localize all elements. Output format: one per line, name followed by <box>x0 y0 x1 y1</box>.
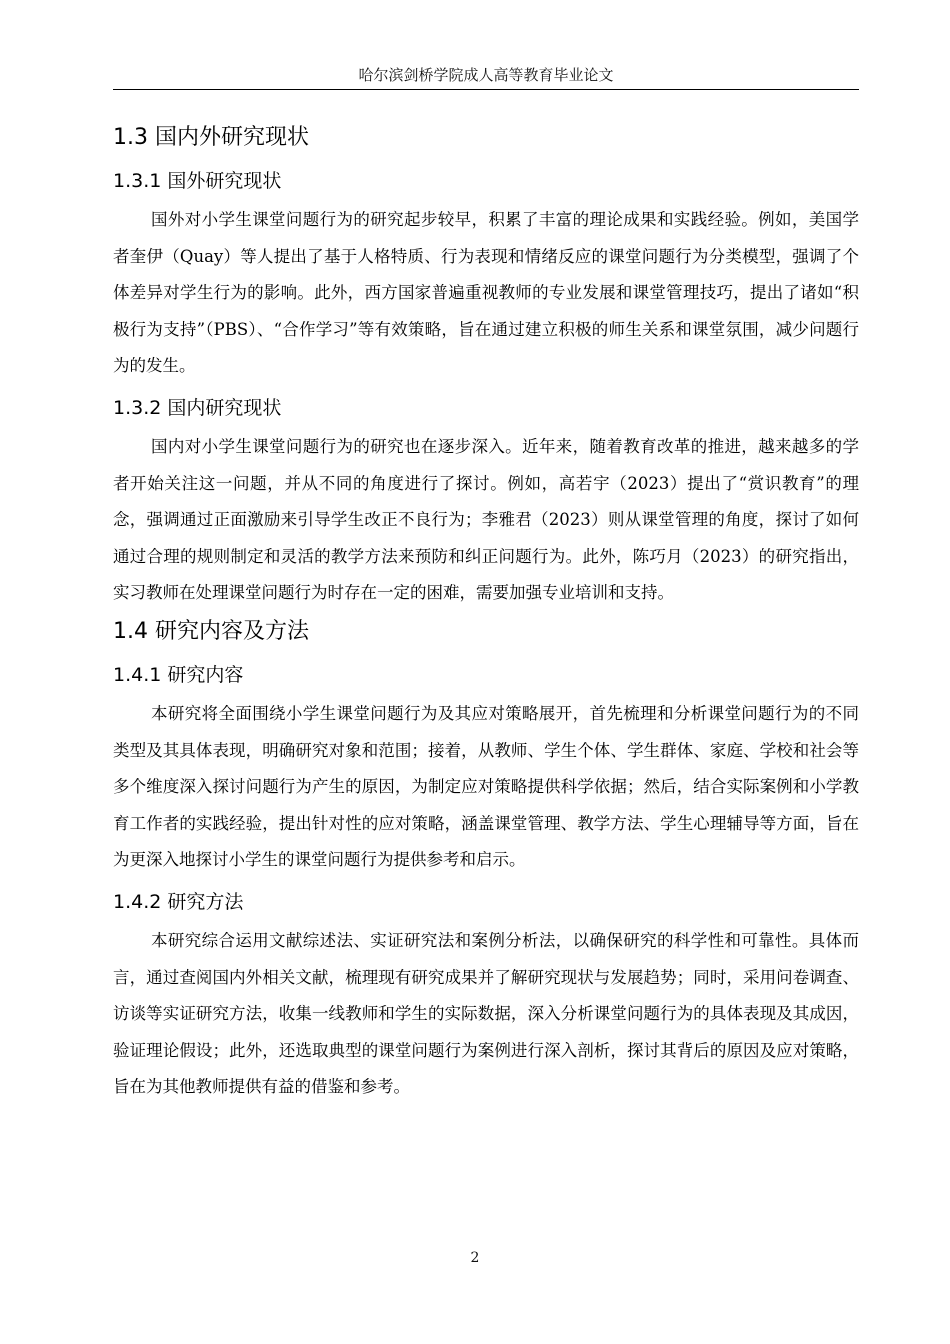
page-number: 2 <box>470 1250 480 1266</box>
section-heading-1-3-2: 1.3.2 国内研究现状 <box>113 396 282 419</box>
section-heading-1-3: 1.3 国内外研究现状 <box>113 125 309 150</box>
section-heading-1-4: 1.4 研究内容及方法 <box>113 618 309 644</box>
paragraph-1-4-1: 本研究将全面围绕小学生课堂问题行为及其应对策略展开，首先梳理和分析课堂问题行为的不同类型及其具体表现，明确研究对象和范围；接着，从教师、学生个体、学生群体、家庭、学校和社会等多个维度深入探讨问题行为产生的原因，为制定应对策略提供科学依据；然后，结合实际案例和小学教育工作者的实践经验，提出针对性的应对策略，涵盖课堂管理、教学方法、学生心理辅导等方面，旨在为更深入地探讨小学生的课堂问题行为提供参考和启示。 <box>113 703 859 870</box>
header-rule <box>113 89 859 90</box>
section-heading-1-3-1: 1.3.1 国外研究现状 <box>113 170 282 192</box>
paragraph-1-3-1: 国外对小学生课堂问题行为的研究起步较早，积累了丰富的理论成果和实践经验。例如，美国学者奎伊（Quay）等人提出了基于人格特质、行为表现和情绪反应的课堂问题行为分类模型，强调了个体差异对学生行为的影响。此外，西方国家普遍重视教师的专业发展和课堂管理技巧，提出了诸如“积极行为支持”（PBS）、“合作学习”等有效策略，旨在通过建立积极的师生关系和课堂氛围，减少问题行为的发生。 <box>113 210 859 376</box>
page-body <box>113 118 859 1106</box>
section-heading-1-4-2: 1.4.2 研究方法 <box>113 890 244 913</box>
page-header: 哈尔滨剑桥学院成人高等教育毕业论文 <box>358 66 614 84</box>
paragraph-1-3-2: 国内对小学生课堂问题行为的研究也在逐步深入。近年来，随着教育改革的推进，越来越多的学者开始关注这一问题，并从不同的角度进行了探讨。例如，高若宇（2023）提出了“赏识教育”的理念，强调通过正面激励来引导学生改正不良行为；李雅君（2023）则从课堂管理的角度，探讨了如何通过合理的规则制定和灵活的教学方法来预防和纠正问题行为。此外，陈巧月（2023）的研究指出，实习教师在处理课堂问题行为时存在一定的困难，需要加强专业培训和支持。 <box>113 436 859 603</box>
paragraph-1-4-2: 本研究综合运用文献综述法、实证研究法和案例分析法，以确保研究的科学性和可靠性。具体而言，通过查阅国内外相关文献，梳理现有研究成果并了解研究现状与发展趋势；同时，采用问卷调查、访谈等实证研究方法，收集一线教师和学生的实际数据，深入分析课堂问题行为的具体表现及其成因，验证理论假设；此外，还选取典型的课堂问题行为案例进行深入剖析，探讨其背后的原因及应对策略，旨在为其他教师提供有益的借鉴和参考。 <box>113 930 859 1097</box>
section-heading-1-4-1: 1.4.1 研究内容 <box>113 663 244 686</box>
